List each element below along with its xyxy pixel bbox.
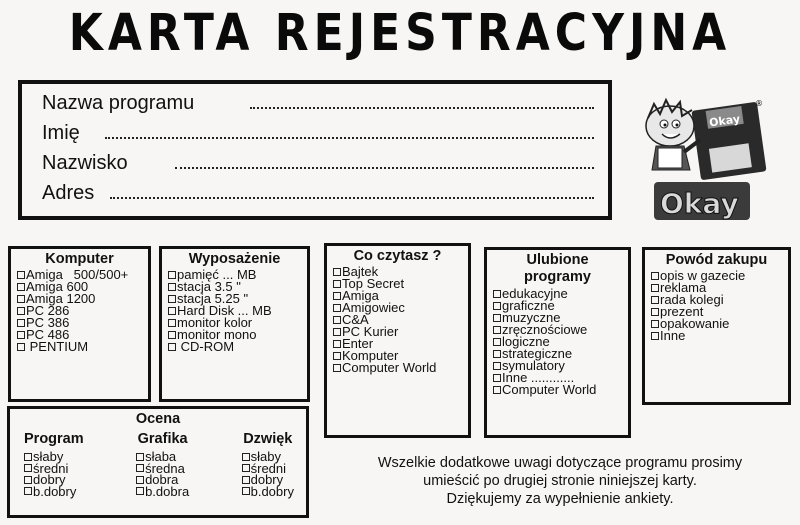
list-item[interactable]: CD-ROM — [168, 341, 301, 353]
checkbox[interactable] — [17, 319, 25, 327]
checkbox[interactable] — [333, 316, 341, 324]
checkbox[interactable] — [168, 283, 176, 291]
list-item[interactable]: edukacyjne — [493, 288, 622, 300]
rating-column-heading: Program — [24, 431, 84, 447]
closing-note: Wszelkie dodatkowe uwagi dotyczące programu prosimy umieścić po drugiej stronie niniejszej karty. Dziękujemy za wypełnienie ankiety. — [377, 455, 743, 507]
checkbox[interactable] — [24, 487, 32, 495]
form-row-address[interactable] — [42, 182, 594, 212]
list-item[interactable]: słaby — [242, 451, 294, 463]
list-item[interactable]: Inne ............ — [493, 372, 622, 384]
checkbox[interactable] — [17, 295, 25, 303]
list-item[interactable]: opis w gazecie — [651, 270, 782, 282]
checkbox[interactable] — [333, 352, 341, 360]
first-name-field[interactable] — [105, 125, 594, 139]
checkbox[interactable] — [24, 453, 32, 461]
list-item[interactable]: Hard Disk ... MB — [168, 305, 301, 317]
checkbox[interactable] — [333, 280, 341, 288]
list-item[interactable]: Amiga 600 — [17, 281, 142, 293]
checkbox[interactable] — [493, 290, 501, 298]
checkbox[interactable] — [333, 364, 341, 372]
purchase-reason-box — [642, 247, 791, 405]
list-item[interactable]: dobra — [136, 474, 189, 486]
reading-heading: Co czytasz ? — [353, 248, 442, 264]
checkbox[interactable] — [493, 350, 501, 358]
list-item[interactable]: prezent — [651, 306, 782, 318]
checkbox[interactable] — [24, 464, 32, 472]
checkbox[interactable] — [242, 453, 250, 461]
list-item[interactable]: słaby — [24, 451, 84, 463]
registered-mark: ® — [755, 99, 763, 108]
checkbox[interactable] — [242, 476, 250, 484]
checkbox[interactable] — [168, 319, 176, 327]
checkbox[interactable] — [17, 331, 25, 339]
purchase-reason-heading: Powód zakupu — [665, 252, 768, 268]
checkbox[interactable] — [333, 292, 341, 300]
okay-logo — [634, 96, 774, 226]
list-item[interactable]: Top Secret — [333, 278, 462, 290]
list-item[interactable]: dobry — [242, 474, 294, 486]
checkbox[interactable] — [242, 464, 250, 472]
checkbox[interactable] — [493, 386, 501, 394]
disk-label: Okay — [708, 112, 741, 130]
list-item[interactable]: średni — [242, 463, 294, 475]
list-item[interactable]: logiczne — [493, 336, 622, 348]
checkbox[interactable] — [17, 283, 25, 291]
checkbox[interactable] — [136, 487, 144, 495]
list-item[interactable]: Enter — [333, 338, 462, 350]
list-item[interactable]: b.dobry — [242, 486, 294, 498]
checkbox[interactable] — [651, 308, 659, 316]
list-item[interactable]: muzyczne — [493, 312, 622, 324]
favorite-programs-heading: Ulubione programy — [524, 252, 591, 285]
list-item[interactable]: C&A — [333, 314, 462, 326]
rating-column-program — [24, 431, 84, 497]
checkbox[interactable] — [17, 343, 25, 351]
checkbox[interactable] — [24, 476, 32, 484]
list-item[interactable]: dobry — [24, 474, 84, 486]
address-field[interactable] — [110, 185, 594, 199]
checkbox[interactable] — [493, 374, 501, 382]
checkbox[interactable] — [333, 304, 341, 312]
list-item[interactable]: Computer World — [333, 362, 462, 374]
list-item[interactable]: zręcznościowe — [493, 324, 622, 336]
rating-column-graphics — [136, 431, 189, 497]
checkbox[interactable] — [17, 307, 25, 315]
checkbox[interactable] — [168, 307, 176, 315]
checkbox[interactable] — [168, 343, 176, 351]
checkbox[interactable] — [333, 340, 341, 348]
page-title: KARTA REJESTRACYJNA — [68, 4, 732, 63]
field-label-last-name: Nazwisko — [42, 152, 128, 174]
list-item[interactable]: rada kolegi — [651, 294, 782, 306]
list-item[interactable]: symulatory — [493, 360, 622, 372]
list-item[interactable]: Inne — [651, 330, 782, 342]
list-item[interactable]: Komputer — [333, 350, 462, 362]
list-item[interactable]: reklama — [651, 282, 782, 294]
list-item[interactable]: PC 486 — [17, 329, 142, 341]
checkbox[interactable] — [168, 271, 176, 279]
checkbox[interactable] — [651, 284, 659, 292]
computer-box — [8, 246, 151, 402]
list-item[interactable]: PC Kurier — [333, 326, 462, 338]
list-item[interactable]: b.dobra — [136, 486, 189, 498]
list-item[interactable]: b.dobry — [24, 486, 84, 498]
list-item[interactable]: monitor mono — [168, 329, 301, 341]
favorite-programs-box — [484, 247, 631, 438]
checkbox[interactable] — [651, 320, 659, 328]
mascot-disk-icon — [634, 96, 774, 226]
form-row-first-name[interactable] — [42, 122, 594, 152]
checkbox[interactable] — [493, 362, 501, 370]
checkbox[interactable] — [493, 302, 501, 310]
checkbox[interactable] — [168, 295, 176, 303]
equipment-heading: Wyposażenie — [188, 251, 281, 267]
list-item[interactable]: PC 286 — [17, 305, 142, 317]
checkbox[interactable] — [333, 268, 341, 276]
checkbox[interactable] — [493, 338, 501, 346]
list-item[interactable]: pamięć ... MB — [168, 269, 301, 281]
list-item[interactable]: opakowanie — [651, 318, 782, 330]
wordmark: Okay — [660, 187, 739, 220]
computer-heading: Komputer — [45, 251, 114, 267]
list-item[interactable]: graficzne — [493, 300, 622, 312]
rating-column-heading: Grafika — [137, 431, 188, 447]
list-item[interactable]: Amigowiec — [333, 302, 462, 314]
field-label-program-name: Nazwa programu — [42, 92, 195, 114]
field-label-address: Adres — [42, 182, 95, 204]
form-row-program-name[interactable] — [42, 92, 594, 122]
rating-box — [7, 406, 309, 518]
checkbox[interactable] — [242, 487, 250, 495]
list-item[interactable]: strategiczne — [493, 348, 622, 360]
registration-form — [18, 80, 612, 220]
checkbox[interactable] — [651, 332, 659, 340]
checkbox[interactable] — [651, 296, 659, 304]
list-item[interactable]: stacja 3.5 " — [168, 281, 301, 293]
checkbox[interactable] — [493, 314, 501, 322]
list-item[interactable]: średni — [24, 463, 84, 475]
list-item[interactable]: PC 386 — [17, 317, 142, 329]
reading-box — [324, 243, 471, 438]
rating-heading: Ocena — [135, 411, 181, 427]
rating-column-heading: Dzwięk — [243, 431, 293, 447]
rating-column-sound — [242, 431, 294, 497]
list-item[interactable]: średna — [136, 463, 189, 475]
list-item[interactable]: Computer World — [493, 384, 622, 396]
list-item[interactable]: stacja 5.25 " — [168, 293, 301, 305]
checkbox[interactable] — [136, 476, 144, 484]
field-label-first-name: Imię — [42, 122, 80, 144]
list-item[interactable]: Bajtek — [333, 266, 462, 278]
list-item[interactable]: słaba — [136, 451, 189, 463]
last-name-field[interactable] — [175, 155, 594, 169]
checkbox[interactable] — [136, 453, 144, 461]
equipment-box — [159, 246, 310, 402]
checkbox[interactable] — [168, 331, 176, 339]
list-item[interactable]: Amiga 500/500+ — [17, 269, 142, 281]
list-item[interactable]: Amiga — [333, 290, 462, 302]
form-row-last-name[interactable] — [42, 152, 594, 182]
checkbox[interactable] — [651, 272, 659, 280]
checkbox[interactable] — [333, 328, 341, 336]
list-item[interactable]: PENTIUM — [17, 341, 142, 353]
list-item[interactable]: monitor kolor — [168, 317, 301, 329]
checkbox[interactable] — [493, 326, 501, 334]
checkbox[interactable] — [136, 464, 144, 472]
checkbox[interactable] — [17, 271, 25, 279]
program-name-field[interactable] — [250, 95, 594, 109]
list-item[interactable]: Amiga 1200 — [17, 293, 142, 305]
